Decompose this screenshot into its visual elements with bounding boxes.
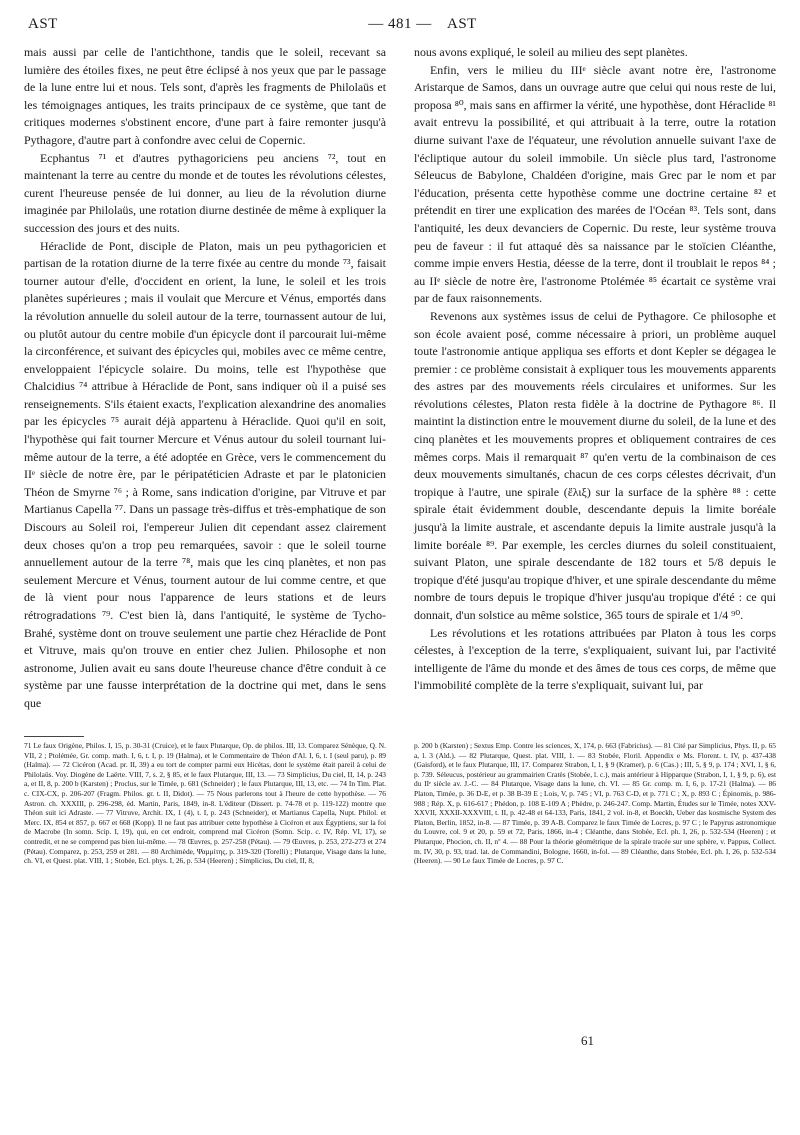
paragraph: Enfin, vers le milieu du IIIᵉ siècle avant notre ère, l'astronome Aristarque de Samos, dans un ouvrage autre que celui qui nous reste de lui, proposa ⁸⁰, mais sans en affirmer la vérité, une hypothèse, dont Héraclide ⁸¹ avait entrevu la possibilité, et qui attribuait à la terre, outre la rotation diurne suivant l'axe de l'équateur, une révolution annuelle suivant l'axe de l'écliptique autour du soleil immobile. Un siècle plus tard, l'astronome Séleucus de Babylone, Chaldéen d'origine, mais Grec par le nom et par l'éducation, présenta cette hypothèse comme une doctrine certaine ⁸² et prétendit en tirer une explication des marées de l'Océan ⁸³. Tels sont, dans l'antiquité, les deux devanciers de Copernic. Du reste, leur système trouva peu de faveur : il fut attaqué dès sa naissance par le stoïcien Cléanthe, comme impie envers Hestia, déesse de la terre, dont il troublait le repos ⁸⁴ ; au IIᵉ siècle de notre ère, l'astronome Ptolémée ⁸⁵ écartait ce système vrai par de faux raisonnements.	[414, 62, 776, 306]
paragraph: Les révolutions et les rotations attribuées par Platon à tous les corps célestes, à l'exception de la terre, s'expliquaient, suivant lui, par l'activité intelligente de l'âme du monde et des âmes de tous ces corps, de même que l'immobilité complète de la terre s'expliquait, suivant lui, par	[414, 625, 776, 693]
folio-number: 61	[581, 1033, 594, 1048]
paragraph: Héraclide de Pont, disciple de Platon, mais un peu pythagoricien et partisan de la rotation diurne de la terre fixée au centre du monde ⁷³, faisait tourner autour d'elle, d'occident en orient, la lune, le soleil et les trois planètes supérieures ; mais il voulait que Mercure et Vénus, emportés dans la révolution annuelle du soleil autour de la terre, tournassent autour de lui, ou plutôt autour du centre mobile d'un épicycle dont il parcourait lui-même la circonférence, et suivant des épicycles qui, mobiles avec ce même centre, enveloppaient l'épicycle solaire. Du moins, telle est l'hypothèse que Chalcidius ⁷⁴ attribue à Héraclide de Pont, sans indiquer où il a puisé ses renseignements. S'ils étaient exacts, l'explication alexandrine des anomalies par les épicycles ⁷⁵ aurait déjà appartenu à Héraclide. Quoi qu'il en soit, l'hypothèse qui fait tourner Mercure et Vénus autour du soleil tournant lui-même autour de la terre, a été adoptée en Grèce, vers le commencement du IIᵉ siècle de notre ère, par le péripatéticien Adraste et par le platonicien Théon de Smyrne ⁷⁶ ; à Rome, sans indication d'origine, par Vitruve et par Martianus Capella ⁷⁷. Dans un passage très-diffus et très-emphatique de son Discours au Soleil roi, l'empereur Julien dit cependant assez clairement deux choses qu'on a trop peu remarquées, savoir : que le soleil tourne annuellement autour de la terre ⁷⁸, mais que les cinq planètes, et non pas seulement Mercure et Vénus, tournent autour de lui comme centre, et que de là vient pour nous l'apparence de leurs stations et de leurs rétrogradations ⁷⁹. C'est bien là, dans l'antiquité, le système de Tycho-Brahé, système dont on trouve seulement une partie chez Héraclide de Pont et Vitruve, mais qu'on trouve en entier chez Julien. Philosophe et non astronome, Julien avait eu sans doute l'heureuse chance d'être conduit à ce système par une fausse interprétation de la doctrine qui met, dans le sens que	[24, 238, 386, 710]
footnote-divider	[24, 736, 84, 737]
right-column	[414, 44, 776, 695]
paragraph: nous avons expliqué, le soleil au milieu des sept planètes.	[414, 45, 688, 59]
left-column	[24, 44, 386, 713]
running-head-right: AST	[447, 16, 477, 32]
paragraph: Ecphantus ⁷¹ et d'autres pythagoriciens peu anciens ⁷², tout en maintenant la terre au centre du monde et de toutes les révolutions célestes, curent l'heureuse pensée de lui donner, au lieu de la révolution diurne imaginée par Philolaüs, une rotation diurne destinée de même à expliquer la succession des jours et des nuits.	[24, 150, 386, 235]
paragraph: mais aussi par celle de l'antichthone, tandis que le soleil, recevant sa lumière des étoiles fixes, ne peut être éclipsé à nos yeux que par le passage de la lune entre lui et nous. Tels sont, d'après les fragments de Philolaüs et les témoignages antiques, les traits principaux de ce système, que tant de critiques modernes s'obstinent encore, d'une part à faire remonter jusqu'à Pythagore, d'autre part à confondre avec celui de Copernic.	[24, 45, 386, 147]
footnotes-right: p. 200 b (Karsten) ; Sextus Emp. Contre les sciences, X, 174, p. 663 (Fabricius). — 81 Cité par Simplicius, Phys. II, p. 65 a, l. 3 (Ald.). — 82 Plutarque, Quest. plat. VIII, 1. — 83 Stobée, Floril. Appendix e Ms. Florent. t. IV, p. 437-438 (Gaisford), et le faux Plutarque, III, 17. Comparez Strabon, I, 1, § 9 (Kramer), p. 6 (Cas.) ; III, 5, § 9, p. 174 ; XVI, 1, § 6, p. 739. Séleucus, postérieur au grammairien Cratès (Stobée, l. c.), mais antérieur à Hipparque (Strabon, I, 1, § 9, p. 6), est du IIᵉ siècle av. J.-C. — 84 Plutarque, Visage dans la lune, ch. VI. — 85 Gr. comp. m. I, 6, p. 17-21 (Halma). — 86 Platon, Timée, p. 36 D-E, et p. 38 B-39 E ; Lois, V, p. 745 ; VI, p. 763 C-D, et p. 771 C ; X, p. 893 C ; Épinomis, p. 986-988 ; Rép. X, p. 616-617 ; Phédon, p. 108 E-109 A ; Phèdre, p. 246-247. Comp. Martin, Études sur le Timée, notes XXV-XXVII, XXXII-XXXVIII, t. II, p. 42-48 et 64-133, Paris, 1841, 2 vol. in-8, et Boeckh, Ueber das kosmische System des Platon, Berlin, 1852, in-8. — 87 Timée, p. 39 A-B. Comparez le faux Timée de Locres, p. 97 C ; le Papyrus astronomique du Louvre, col. 9 et 20, p. 59 et 72, Paris, 1866, in-4 ; Cléanthe, dans Stobée, Ecl. ph. I, 26, p. 532-534 (Heeren) ; et Plutarque, Phocion, ch. II, nº 4. — 88 Pour la théorie géométrique de la spirale tracée sur une sphère, v. Pappus, Collect. m. IV, 30, p. 93, trad. lat. de Commandini, Bologne, 1660, in-fol. — 89 Cléanthe, dans Stobée, Ecl. ph. I, 26, p. 532-534 (Heeren). — 90 Le faux Timée de Locres, p. 97 C.	[414, 741, 776, 866]
paragraph: Revenons aux systèmes issus de celui de Pythagore. Ce philosophe et son école avaient posé, comme nécessaire à priori, un problème auquel toute l'astronomie antique appliqua ses efforts et dont Kepler se dégagea le premier : ce problème consistait à expliquer tous les mouvements apparents des astres par des mouvements réels circulaires et uniformes. Sur les révolutions célestes, Platon resta fidèle à la doctrine de Pythagore ⁸⁶. Il maintint la distinction entre le mouvement diurne du soleil, de la lune et des cinq planètes et les mouvements propres et obliquement contraires de ces mêmes corps. Mais il remarquait ⁸⁷ qu'en vertu de la combinaison de ces deux mouvements simultanés, chacun de ces corps célestes décrivait, d'un tropique à l'autre, une spirale (ἕλιξ) sur la surface de la sphère ⁸⁸ : cette spirale était évidemment double, descendante depuis la limite boréale jusqu'à la limite australe, et ascendante depuis la limite australe jusqu'à la limite boréale ⁸⁹. Par exemple, les cercles diurnes du soleil constituaient, suivant Platon, une spirale descendante de 182 tours et 5/8 depuis le tropique d'été jusqu'au tropique d'hiver, et une spirale descendante du même nombre de tours depuis le tropique d'hiver jusqu'au tropique d'été : ce qui donnait, d'un solstice au même solstice, 365 tours de spirale et 1/4 ⁹⁰.	[414, 308, 776, 622]
page-number-header: — 481 —	[368, 16, 432, 32]
footnotes-left: 71 Le faux Origène, Philos. I, 15, p. 30-31 (Cruice), et le faux Plutarque, Op. de philos. III, 13. Comparez Sénèque, Q. N. VII, 2 ; Ptolémée, Gr. comp. math. I, 6, t. I, p. 19 (Halma), et le Commentaire de Théon d'Al. I, 6, t. I (seul paru), p. 89 (Halma). — 72 Cicéron (Acad. pr. II, 39) a eu tort de compter parmi eux Hicétas, dont le système était pareil à celui de Philolaüs. Voy. Diogène de Laërte. VIII, 7, s. 2, § 85, et le faux Plutarque, III, 13. — 73 Simplicius, Du ciel, II, 14, p. 243 a, et II, 8, p. 200 b (Karsten) ; Proclus, sur le Timée, p. 681 (Schneider) ; le faux Plutarque, III, 13, etc. — 74 In Tim. Plat. c. CIX-CX, p. 206-207 (Fragm. Philos. gr. t. II, Didot). — 75 Nous parlerons tout à l'heure de cette hypothèse. — 76 Astron. ch. XXXIII, p. 296-298, éd. Martin, Paris, 1849, in-8. L'éditeur (Dissert. p. 74-78 et p. 119-122) montre que Théon suit ici Adraste. — 77 Vitruve, Archit. IX, 1 (4), t. I, p. 243 (Schneider), et Martianus Capella, Nupt. Philol. et Merc. IX, 854 et 857, p. 667 et 668 (Kopp). Il ne faut pas attribuer cette hypothèse à Cicéron et aux Égyptiens, sur la foi de Macrobe (In somn. Scip. I, 19), qui, en cet endroit, comprend mal Cicéron (Somn. Scip. c. IV, Rép. VI, 17), se contredit, et ne se comprend pas bien lui-même. — 78 Œuvres, p. 257-258 (Pétau). — 79 Œuvres, p. 253, 272-273 et 274 (Pétau). Comparez, p. 253, 259 et 281. — 80 Archimède, Ψαμμίτης, p. 319-320 (Torelli) ; Plutarque, Visage dans la lune, ch. VI, et Quest. plat. VIII, 1 ; Stobée, Ecl. phys. I, 26, p. 534 (Heeren) ; Simplicius, Du ciel, II, 8,	[24, 741, 386, 866]
running-head-left: AST	[28, 16, 58, 32]
